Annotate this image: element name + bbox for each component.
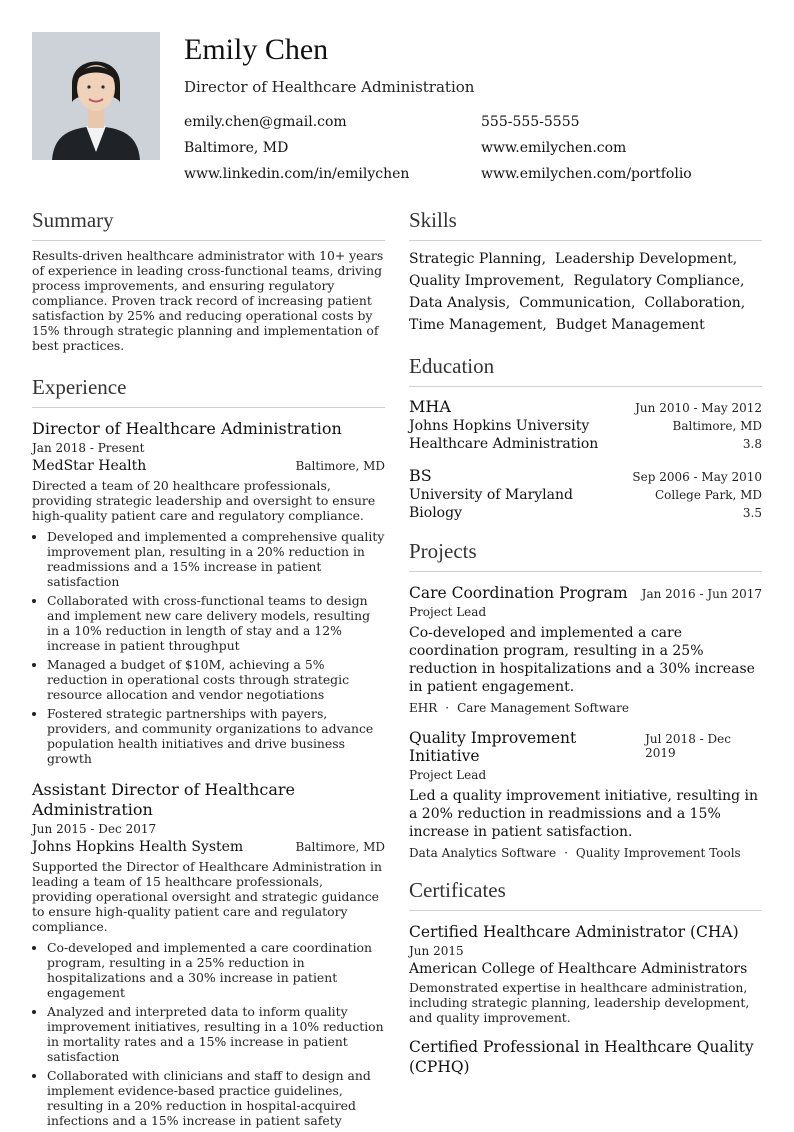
job-dates: Jun 2015 - Dec 2017 xyxy=(32,822,157,836)
education-field: Healthcare Administration xyxy=(409,436,599,452)
job-location: Baltimore, MD xyxy=(295,840,385,854)
project-tool: Quality Improvement Tools xyxy=(575,846,741,860)
summary-heading: Summary xyxy=(32,208,114,232)
summary-divider xyxy=(32,240,385,241)
job-company: MedStar Health xyxy=(32,458,147,474)
job-bullets xyxy=(32,940,385,1128)
project-tools xyxy=(409,846,762,860)
education-heading: Education xyxy=(409,354,495,378)
skills-divider xyxy=(409,240,762,241)
project-description: Co-developed and implemented a care coordination program, resulting in a 25% reduction in hospitalizations and a 30% increase in patient engagement. xyxy=(409,625,755,695)
skills-heading: Skills xyxy=(409,208,457,232)
separator-dot: · xyxy=(445,701,450,715)
education-header xyxy=(409,336,762,388)
project-title: Care Coordination Program xyxy=(409,584,628,602)
education-dates: Sep 2006 - May 2010 xyxy=(632,470,762,484)
certificate-date: Jun 2015 xyxy=(409,944,464,958)
project-title: Quality Improvement Initiative xyxy=(409,729,577,765)
certificates-header xyxy=(409,860,762,914)
certificate-description: Demonstrated expertise in healthcare administration, including strategic planning, leadership development, and quality improvement. xyxy=(409,980,750,1025)
job-entry xyxy=(32,419,385,766)
job-title: Director of Healthcare Administration xyxy=(32,419,342,438)
job-description: Directed a team of 20 healthcare professionals, providing strategic leadership and oversight to ensure high-quality patient care and regulatory compliance. xyxy=(32,478,376,523)
certificate-entry xyxy=(409,923,762,1025)
skill-item: Quality Improvement, xyxy=(409,273,565,289)
separator-dot: · xyxy=(564,846,568,860)
skill-item: Data Analysis, xyxy=(409,295,511,311)
job-bullets xyxy=(32,529,385,766)
job-bullet: • Managed a budget of $10M, achieving a 5% reduction in operational costs through strategic resource allocation and vendor negotiations xyxy=(47,657,385,702)
job-company-row xyxy=(32,839,385,855)
certificate-title: Certified Professional in Healthcare Quality (CPHQ) xyxy=(409,1038,754,1076)
education-school: University of Maryland xyxy=(409,487,573,503)
job-bullet: • Co-developed and implemented a care coordination program, resulting in a 25% reduction in hospitalizations and a 30% increase in patient engagement xyxy=(47,940,385,1000)
certificate-title: Certified Healthcare Administrator (CHA) xyxy=(409,923,739,941)
contact-portfolio[interactable]: www.emilychen.com/portfolio xyxy=(481,166,692,182)
right-column xyxy=(409,248,762,1077)
contact-phone[interactable]: 555-555-5555 xyxy=(481,114,580,130)
job-bullet: • Collaborated with cross-functional teams to design and implement new care delivery models, resulting in a 10% reduction in length of stay and a 12% increase in patient throughput xyxy=(47,593,385,653)
job-description: Supported the Director of Healthcare Administration in leading a team of 15 healthcare professionals, providing operational oversight and strategic guidance to ensure high-quality patient care and regulatory compliance. xyxy=(32,859,382,934)
education-school: Johns Hopkins University xyxy=(409,418,590,434)
summary-text: Results-driven healthcare administrator with 10+ years of experience in leading cross-functional teams, driving process improvements, and ensuring regulatory compliance. Proven track record of increasing patient satisfaction by 25% and reducing operational costs by 15% through strategic planning and implementation of best practices. xyxy=(32,248,384,353)
candidate-name: Emily Chen xyxy=(184,33,329,66)
job-bullet: • Collaborated with clinicians and staff to design and implement evidence-based practice guidelines, resulting in a 20% reduction in hospital-acquired infections and a 15% increase in patient safety xyxy=(47,1068,385,1128)
skill-item: Regulatory Compliance, xyxy=(573,273,745,289)
project-dates: Jan 2016 - Jun 2017 xyxy=(641,587,762,601)
certificate-entry xyxy=(409,1037,762,1077)
project-dates: Jul 2018 - Dec 2019 xyxy=(645,732,731,760)
education-degree: MHA xyxy=(409,397,451,416)
project-description: Led a quality improvement initiative, resulting in a 20% reduction in readmissions and a 15% increase in patient satisfaction. xyxy=(409,788,759,840)
project-tool: Data Analytics Software xyxy=(409,846,557,860)
project-tool: Care Management Software xyxy=(457,701,630,715)
portrait-image xyxy=(32,32,160,160)
skill-item: Communication, xyxy=(519,295,636,311)
certificates-divider xyxy=(409,910,762,911)
certificate-issuer: American College of Healthcare Administrators xyxy=(409,961,748,977)
job-bullet: • Developed and implemented a comprehensive quality improvement plan, resulting in a 20% reduction in readmissions and a 15% increase in patient satisfaction xyxy=(47,529,385,589)
job-company-row xyxy=(32,458,385,474)
education-location: College Park, MD xyxy=(654,488,762,502)
job-location: Baltimore, MD xyxy=(295,459,385,473)
experience-divider xyxy=(32,407,385,408)
education-gpa: 3.8 xyxy=(742,437,762,451)
skill-item: Collaboration, xyxy=(644,295,746,311)
experience-heading: Experience xyxy=(32,375,127,399)
skill-item: Leadership Development, xyxy=(555,251,738,267)
education-divider xyxy=(409,386,762,387)
left-column xyxy=(32,248,385,1132)
certificates-heading: Certificates xyxy=(409,878,506,902)
job-company: Johns Hopkins Health System xyxy=(32,839,244,855)
project-entry xyxy=(409,729,762,860)
project-role: Project Lead xyxy=(409,605,487,619)
projects-header xyxy=(409,521,762,575)
job-bullet: • Analyzed and interpreted data to inform quality improvement initiatives, resulting in a 10% reduction in mortality rates and a 15% increase in patient satisfaction xyxy=(47,1004,385,1064)
projects-divider xyxy=(409,571,762,572)
profile-photo xyxy=(32,32,160,160)
education-entry xyxy=(409,397,762,452)
skills-list xyxy=(409,248,762,336)
education-field: Biology xyxy=(409,505,462,521)
job-entry xyxy=(32,780,385,1128)
education-degree: BS xyxy=(409,466,432,485)
education-location: Baltimore, MD xyxy=(672,419,762,433)
project-tools xyxy=(409,701,762,715)
candidate-title: Director of Healthcare Administration xyxy=(184,78,475,96)
contact-linkedin[interactable]: www.linkedin.com/in/emilychen xyxy=(184,166,410,182)
skill-item: Budget Management xyxy=(555,317,705,333)
contact-location: Baltimore, MD xyxy=(184,140,289,156)
experience-header xyxy=(32,353,385,409)
job-dates: Jan 2018 - Present xyxy=(32,441,145,455)
contact-email[interactable]: emily.chen@gmail.com xyxy=(184,114,347,130)
skill-item: Strategic Planning, xyxy=(409,251,547,267)
project-entry xyxy=(409,584,762,715)
skill-item: Time Management, xyxy=(409,317,547,333)
projects-heading: Projects xyxy=(409,539,477,563)
job-bullet: • Fostered strategic partnerships with payers, providers, and community organizations to advance population health initiatives and drive business growth xyxy=(47,706,385,766)
contact-website[interactable]: www.emilychen.com xyxy=(481,140,627,156)
job-title: Assistant Director of Healthcare Administration xyxy=(32,780,295,819)
project-tool: EHR xyxy=(409,701,438,715)
education-gpa: 3.5 xyxy=(742,506,762,520)
project-role: Project Lead xyxy=(409,768,487,782)
education-entry xyxy=(409,466,762,521)
education-dates: Jun 2010 - May 2012 xyxy=(635,401,762,415)
